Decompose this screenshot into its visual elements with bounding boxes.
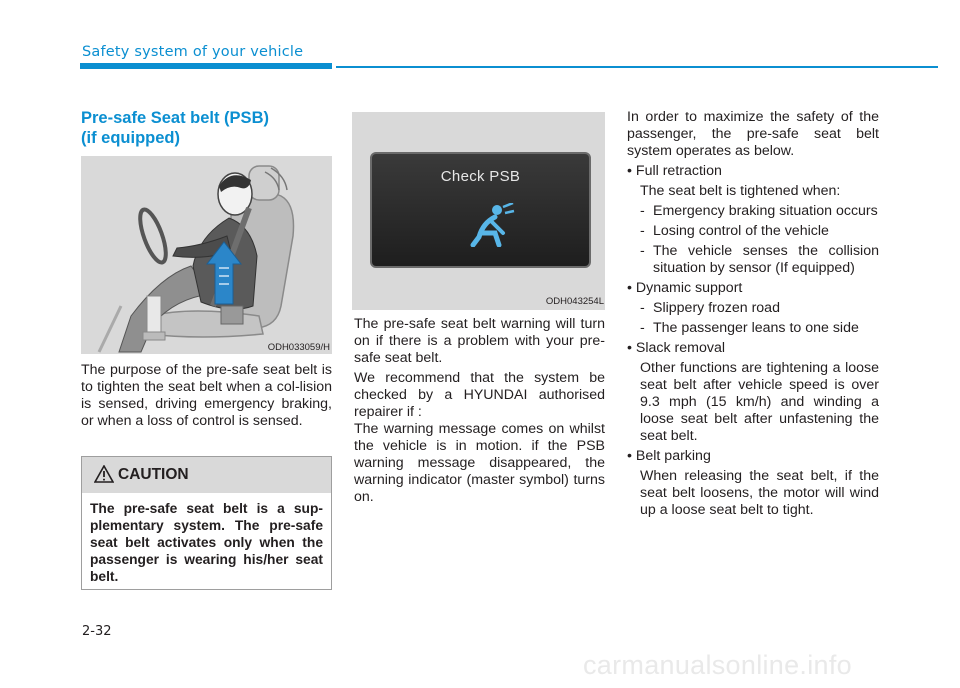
section-title: Safety system of your vehicle: [82, 44, 304, 60]
list-item-desc: Other functions are tightening a loose seat belt after vehicle speed is over 9.3 mph (15 km/h) and winding a loose seat belt after unfastening the seat belt.: [640, 360, 879, 444]
cluster-display: [370, 152, 591, 268]
seatbelt-warning-icon: [469, 203, 515, 247]
sub-item-text: Emergency braking situation occurs: [653, 203, 878, 219]
list-item-slack-removal: • Slack removal: [627, 340, 726, 356]
warning-message-paragraph: The warning message comes on whilst the vehicle is in motion. if the PSB warning message disappeared, the warning indicator (master symbol) turns on.: [354, 421, 605, 505]
list-item-desc: When releasing the seat belt, if the seat belt loosens, the motor will wind up a loose seat belt to tight.: [640, 468, 879, 518]
driver-seat-drawing: [81, 156, 332, 354]
sub-item: - The vehicle senses the collision situation by sensor (If equipped): [640, 243, 879, 276]
list-item-desc: The seat belt is tightened when:: [640, 183, 841, 199]
list-item-dynamic-support: • Dynamic support: [627, 280, 743, 296]
header-rule-thick: [80, 63, 332, 69]
list-item-full-retraction: • Full retraction: [627, 163, 722, 179]
warning-paragraph: The pre-safe seat belt warning will turn on if there is a problem with your pre-safe seat belt.: [354, 316, 605, 366]
watermark: carmanualsonline.info: [583, 650, 852, 680]
cluster-message: Check PSB: [440, 168, 521, 185]
sub-item-text: The passenger leans to one side: [653, 320, 859, 336]
page-number: 2-32: [82, 624, 112, 639]
header-rule-thin: [336, 66, 938, 68]
sub-item-text: Losing control of the vehicle: [653, 223, 829, 239]
warning-triangle-icon: [94, 465, 114, 483]
caution-title: CAUTION: [118, 466, 189, 483]
purpose-paragraph: The purpose of the pre-safe seat belt is to tighten the seat belt when a col-lision is sensed, driving emergency braking, or when a loss of control is sensed.: [81, 362, 332, 429]
recommendation-paragraph: We recommend that the system be checked by a HYUNDAI authorised repairer if :: [354, 370, 605, 420]
heading-line-2: (if equipped): [81, 129, 180, 147]
figure-code: ODH033059/H: [267, 342, 330, 353]
heading-line-1: Pre-safe Seat belt (PSB): [81, 109, 269, 127]
sub-item: - Losing control of the vehicle: [627, 223, 879, 240]
driver-seat-illustration: [81, 156, 332, 354]
operation-intro: In order to maximize the safety of the passenger, the pre-safe seat belt system operates as below.: [627, 109, 879, 159]
sub-item: - Slippery frozen road: [627, 300, 879, 317]
caution-box: [81, 456, 332, 590]
section-heading: [81, 108, 331, 148]
list-item-belt-parking: • Belt parking: [627, 448, 711, 464]
operation-list: [627, 109, 879, 519]
caution-header: [82, 457, 331, 493]
sub-item-text: The vehicle senses the collision situation by sensor (If equipped): [653, 243, 879, 276]
caution-text: The pre-safe seat belt is a sup-plementary system. The pre-safe seat belt activates only when the passenger is wearing his/her seat belt.: [90, 501, 323, 584]
sub-item: - Emergency braking situation occurs: [640, 203, 878, 219]
figure-code: ODH043254L: [545, 296, 604, 307]
cluster-warning-illustration: [352, 112, 605, 310]
sub-item-text: Slippery frozen road: [653, 300, 780, 316]
sub-item: - The passenger leans to one side: [627, 320, 879, 337]
